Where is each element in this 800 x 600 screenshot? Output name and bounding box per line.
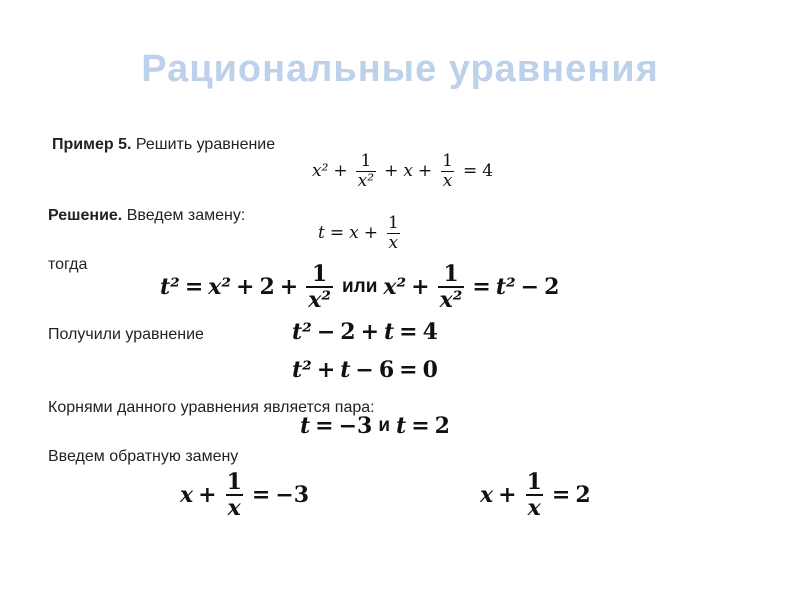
- op-plus: +: [333, 161, 348, 182]
- squared-relation: t² = x² + 2 + $\frac{1}{\text{x²}}$ или x² + $\frac{1}{\text{x²}}$ = t² − 2: [160, 261, 560, 314]
- example-text: Решить уравнение: [135, 136, 276, 153]
- solution-label: Решение.: [48, 207, 123, 224]
- reverse-equation-2: x + $\frac{1}{x}$ = 2: [480, 469, 591, 522]
- example-line: [52, 136, 275, 154]
- then-text: тогда: [48, 256, 88, 273]
- fraction-1-over-x: $\frac{1}{x}$: [442, 151, 453, 191]
- reverse-equation-1: x + $\frac{1}{x}$ = −3: [180, 469, 310, 522]
- term-x2: x²: [312, 161, 329, 182]
- fraction-1-over-x2: $\frac{1}{\text{x²}}$: [357, 151, 375, 191]
- solution-line: [48, 207, 245, 225]
- roots-text: Корнями данного уравнения является пара:: [48, 399, 375, 416]
- reverse-sub-text: Введем обратную замену: [48, 448, 239, 465]
- substitution-equation: t = x + $\frac{1}{x}$: [318, 213, 399, 253]
- example-label: Пример 5.: [52, 136, 132, 153]
- equation-original: x² + $\frac{1}{\text{x²}}$ + x + $\frac{1}{x}$ = 4: [312, 151, 494, 191]
- roots-values: t = −3 и t = 2: [300, 413, 450, 439]
- and-word: и: [378, 415, 391, 436]
- equation-t-1: t² − 2 + t = 4: [292, 319, 438, 345]
- or-word: или: [341, 276, 378, 298]
- solution-text: Введем замену:: [126, 207, 246, 224]
- slide-title: Рациональные уравнения: [141, 48, 659, 90]
- equation-t-2: t² + t − 6 = 0: [292, 357, 438, 383]
- got-equation-text: Получили уравнение: [48, 326, 204, 343]
